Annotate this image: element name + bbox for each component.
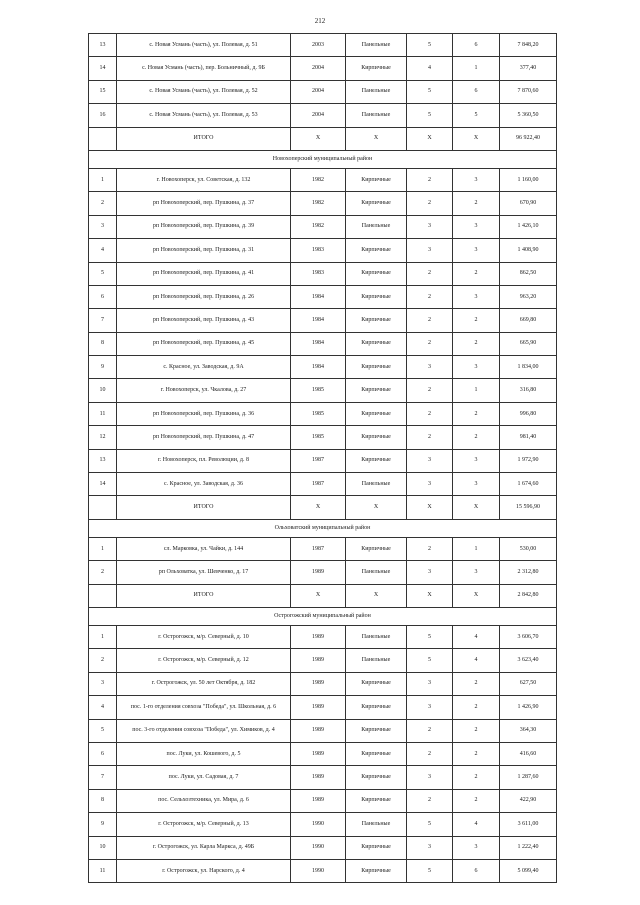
wall-material-cell: Х [346, 127, 407, 150]
district-title: Острогожский муниципальный район [89, 607, 557, 625]
floors-cell: 5 [407, 625, 453, 648]
year-cell: 1990 [291, 859, 346, 882]
section-header-row [89, 519, 557, 537]
section-header-row [89, 150, 557, 168]
row-number-cell: 11 [89, 859, 117, 882]
entrances-cell: 3 [453, 473, 500, 496]
wall-material-cell: Панельные [346, 80, 407, 103]
area-cell: 5 099,40 [500, 859, 557, 882]
table-row [89, 192, 557, 215]
address-cell: ИТОГО [117, 127, 291, 150]
floors-cell: 2 [407, 426, 453, 449]
address-cell: рп Новохоперский, пер. Пушкина, д. 47 [117, 426, 291, 449]
year-cell: 1989 [291, 649, 346, 672]
address-cell: г. Острогожск, м/р. Северный, д. 13 [117, 813, 291, 836]
row-number-cell: 5 [89, 262, 117, 285]
address-cell: с. Новая Усмань (часть), пер. Больничный, д. 9Б [117, 57, 291, 80]
floors-cell: 3 [407, 356, 453, 379]
address-cell: с. Красное, ул. Заводская, д. 9А [117, 356, 291, 379]
entrances-cell: 3 [453, 356, 500, 379]
table-row [89, 449, 557, 472]
year-cell: 1984 [291, 309, 346, 332]
address-cell: с. Красное, ул. Заводская, д. 36 [117, 473, 291, 496]
area-cell: 3 606,70 [500, 625, 557, 648]
district-title: Новохоперский муниципальный район [89, 150, 557, 168]
wall-material-cell: Кирпичные [346, 192, 407, 215]
floors-cell: Х [407, 496, 453, 519]
area-cell: 996,80 [500, 402, 557, 425]
year-cell: 1990 [291, 836, 346, 859]
wall-material-cell: Кирпичные [346, 356, 407, 379]
address-cell: с. Новая Усмань (часть), ул. Полевая, д. 52 [117, 80, 291, 103]
table-row [89, 402, 557, 425]
address-cell: с. Новая Усмань (часть), ул. Полевая, д. 53 [117, 104, 291, 127]
area-cell: 1 160,00 [500, 168, 557, 191]
year-cell: 1987 [291, 449, 346, 472]
address-cell: пос. 3-го отделения совхоза "Победа", ул. Химиков, д. 4 [117, 719, 291, 742]
year-cell: 2004 [291, 57, 346, 80]
year-cell: 1989 [291, 625, 346, 648]
year-cell: 1985 [291, 402, 346, 425]
wall-material-cell: Х [346, 584, 407, 607]
wall-material-cell: Панельные [346, 104, 407, 127]
wall-material-cell: Кирпичные [346, 379, 407, 402]
floors-cell: 2 [407, 285, 453, 308]
wall-material-cell: Кирпичные [346, 168, 407, 191]
year-cell: 1987 [291, 473, 346, 496]
area-cell: 15 596,90 [500, 496, 557, 519]
table-row [89, 104, 557, 127]
table-row [89, 239, 557, 262]
wall-material-cell: Кирпичные [346, 696, 407, 719]
address-cell: г. Новохоперск, ул. Чкалова, д. 27 [117, 379, 291, 402]
wall-material-cell: Х [346, 496, 407, 519]
entrances-cell: 3 [453, 449, 500, 472]
year-cell: 1983 [291, 239, 346, 262]
area-cell: 377,40 [500, 57, 557, 80]
wall-material-cell: Кирпичные [346, 426, 407, 449]
area-cell: 3 611,00 [500, 813, 557, 836]
entrances-cell: 2 [453, 719, 500, 742]
area-cell: 669,80 [500, 309, 557, 332]
year-cell: 1989 [291, 561, 346, 584]
area-cell: 665,90 [500, 332, 557, 355]
table-row [89, 789, 557, 812]
entrances-cell: 4 [453, 813, 500, 836]
area-cell: 364,30 [500, 719, 557, 742]
year-cell: 1989 [291, 719, 346, 742]
area-cell: 1 222,40 [500, 836, 557, 859]
entrances-cell: 1 [453, 379, 500, 402]
entrances-cell: 1 [453, 57, 500, 80]
year-cell: 1989 [291, 696, 346, 719]
area-cell: 530,00 [500, 537, 557, 560]
year-cell: 1987 [291, 537, 346, 560]
floors-cell: 5 [407, 34, 453, 57]
table-row [89, 426, 557, 449]
floors-cell: 3 [407, 239, 453, 262]
year-cell: 1985 [291, 379, 346, 402]
area-cell: 1 287,60 [500, 766, 557, 789]
wall-material-cell: Панельные [346, 625, 407, 648]
wall-material-cell: Панельные [346, 34, 407, 57]
floors-cell: 2 [407, 402, 453, 425]
entrances-cell: 4 [453, 649, 500, 672]
table-row [89, 836, 557, 859]
row-number-cell [89, 127, 117, 150]
year-cell: 2004 [291, 80, 346, 103]
housing-register-table [88, 33, 557, 883]
wall-material-cell: Кирпичные [346, 859, 407, 882]
address-cell: ИТОГО [117, 496, 291, 519]
table-row [89, 766, 557, 789]
area-cell: 963,20 [500, 285, 557, 308]
entrances-cell: 6 [453, 34, 500, 57]
area-cell: 981,40 [500, 426, 557, 449]
entrances-cell: 2 [453, 192, 500, 215]
row-number-cell: 2 [89, 649, 117, 672]
year-cell: 1982 [291, 192, 346, 215]
row-number-cell: 6 [89, 285, 117, 308]
entrances-cell: 2 [453, 332, 500, 355]
wall-material-cell: Кирпичные [346, 719, 407, 742]
row-number-cell: 4 [89, 239, 117, 262]
wall-material-cell: Кирпичные [346, 766, 407, 789]
year-cell: Х [291, 584, 346, 607]
area-cell: 1 972,90 [500, 449, 557, 472]
row-number-cell: 6 [89, 742, 117, 765]
wall-material-cell: Панельные [346, 215, 407, 238]
row-number-cell: 4 [89, 696, 117, 719]
address-cell: рп Новохоперский, пер. Пушкина, д. 45 [117, 332, 291, 355]
area-cell: 96 922,40 [500, 127, 557, 150]
table-row [89, 719, 557, 742]
floors-cell: 5 [407, 813, 453, 836]
area-cell: 1 426,10 [500, 215, 557, 238]
wall-material-cell: Кирпичные [346, 309, 407, 332]
wall-material-cell: Кирпичные [346, 285, 407, 308]
wall-material-cell: Кирпичные [346, 239, 407, 262]
entrances-cell: 5 [453, 104, 500, 127]
area-cell: 7 870,60 [500, 80, 557, 103]
row-number-cell [89, 496, 117, 519]
row-number-cell: 1 [89, 625, 117, 648]
row-number-cell: 9 [89, 813, 117, 836]
row-number-cell: 16 [89, 104, 117, 127]
entrances-cell: 3 [453, 836, 500, 859]
address-cell: пос. Луки, ул. Садовая, д. 7 [117, 766, 291, 789]
address-cell: г. Острогожск, м/р. Северный, д. 12 [117, 649, 291, 672]
area-cell: 422,90 [500, 789, 557, 812]
section-header-row [89, 607, 557, 625]
entrances-cell: 2 [453, 402, 500, 425]
entrances-cell: 2 [453, 766, 500, 789]
floors-cell: 5 [407, 104, 453, 127]
row-number-cell: 3 [89, 672, 117, 695]
address-cell: рп Новохоперский, пер. Пушкина, д. 43 [117, 309, 291, 332]
row-number-cell: 10 [89, 379, 117, 402]
table-row [89, 168, 557, 191]
area-cell: 1 674,60 [500, 473, 557, 496]
floors-cell: 5 [407, 859, 453, 882]
row-number-cell: 2 [89, 192, 117, 215]
table-row [89, 332, 557, 355]
row-number-cell: 7 [89, 766, 117, 789]
floors-cell: Х [407, 584, 453, 607]
row-number-cell: 14 [89, 57, 117, 80]
row-number-cell: 12 [89, 426, 117, 449]
year-cell: 1982 [291, 215, 346, 238]
wall-material-cell: Кирпичные [346, 742, 407, 765]
row-number-cell: 2 [89, 561, 117, 584]
table-row [89, 561, 557, 584]
floors-cell: 3 [407, 473, 453, 496]
table-row [89, 473, 557, 496]
table-row [89, 379, 557, 402]
area-cell: 2 312,80 [500, 561, 557, 584]
wall-material-cell: Кирпичные [346, 672, 407, 695]
year-cell: 2003 [291, 34, 346, 57]
row-number-cell: 1 [89, 537, 117, 560]
year-cell: 2004 [291, 104, 346, 127]
entrances-cell: 2 [453, 309, 500, 332]
table-row [89, 80, 557, 103]
row-number-cell: 8 [89, 789, 117, 812]
entrances-cell: 3 [453, 561, 500, 584]
area-cell: 7 848,20 [500, 34, 557, 57]
floors-cell: 4 [407, 57, 453, 80]
floors-cell: 3 [407, 766, 453, 789]
table-row [89, 696, 557, 719]
wall-material-cell: Панельные [346, 473, 407, 496]
year-cell: 1982 [291, 168, 346, 191]
total-row [89, 584, 557, 607]
table-row [89, 57, 557, 80]
table-row [89, 285, 557, 308]
address-cell: пос. Сельхозтехника, ул. Мира, д. 6 [117, 789, 291, 812]
floors-cell: 2 [407, 309, 453, 332]
row-number-cell: 3 [89, 215, 117, 238]
row-number-cell [89, 584, 117, 607]
area-cell: 627,50 [500, 672, 557, 695]
entrances-cell: 2 [453, 426, 500, 449]
floors-cell: 2 [407, 742, 453, 765]
area-cell: 1 426,90 [500, 696, 557, 719]
wall-material-cell: Кирпичные [346, 57, 407, 80]
row-number-cell: 10 [89, 836, 117, 859]
wall-material-cell: Кирпичные [346, 262, 407, 285]
address-cell: г. Острогожск, ул. Нарского, д. 4 [117, 859, 291, 882]
address-cell: ИТОГО [117, 584, 291, 607]
address-cell: рп Ольховатка, ул. Шевченко, д. 17 [117, 561, 291, 584]
area-cell: 1 834,00 [500, 356, 557, 379]
year-cell: 1989 [291, 789, 346, 812]
area-cell: 1 408,90 [500, 239, 557, 262]
entrances-cell: 3 [453, 239, 500, 262]
page-number: 212 [314, 17, 326, 25]
table-row [89, 215, 557, 238]
year-cell: 1989 [291, 742, 346, 765]
row-number-cell: 5 [89, 719, 117, 742]
address-cell: пос. Луки, ул. Кошевого, д. 5 [117, 742, 291, 765]
address-cell: рп Новохоперский, пер. Пушкина, д. 37 [117, 192, 291, 215]
table-row [89, 34, 557, 57]
entrances-cell: 1 [453, 537, 500, 560]
area-cell: 670,90 [500, 192, 557, 215]
row-number-cell: 15 [89, 80, 117, 103]
table-row [89, 813, 557, 836]
wall-material-cell: Кирпичные [346, 332, 407, 355]
address-cell: рп Новохоперский, пер. Пушкина, д. 26 [117, 285, 291, 308]
entrances-cell: 6 [453, 859, 500, 882]
wall-material-cell: Кирпичные [346, 836, 407, 859]
year-cell: 1989 [291, 766, 346, 789]
year-cell: 1984 [291, 356, 346, 379]
address-cell: г. Острогожск, м/р. Северный, д. 10 [117, 625, 291, 648]
floors-cell: 2 [407, 537, 453, 560]
wall-material-cell: Панельные [346, 649, 407, 672]
address-cell: г. Новохоперск, ул. Советская, д. 132 [117, 168, 291, 191]
address-cell: рп Новохоперский, пер. Пушкина, д. 31 [117, 239, 291, 262]
table-body [89, 34, 557, 883]
table-row [89, 537, 557, 560]
address-cell: рп Новохоперский, пер. Пушкина, д. 41 [117, 262, 291, 285]
area-cell: 862,50 [500, 262, 557, 285]
entrances-cell: Х [453, 584, 500, 607]
wall-material-cell: Кирпичные [346, 449, 407, 472]
table-row [89, 742, 557, 765]
row-number-cell: 14 [89, 473, 117, 496]
entrances-cell: 2 [453, 696, 500, 719]
table-row [89, 859, 557, 882]
floors-cell: 3 [407, 449, 453, 472]
floors-cell: 5 [407, 649, 453, 672]
area-cell: 2 842,80 [500, 584, 557, 607]
row-number-cell: 7 [89, 309, 117, 332]
table-row [89, 309, 557, 332]
wall-material-cell: Кирпичные [346, 537, 407, 560]
entrances-cell: 3 [453, 285, 500, 308]
district-title: Ольховатский муниципальный район [89, 519, 557, 537]
year-cell: 1985 [291, 426, 346, 449]
row-number-cell: 8 [89, 332, 117, 355]
floors-cell: 2 [407, 192, 453, 215]
wall-material-cell: Кирпичные [346, 789, 407, 812]
entrances-cell: 3 [453, 215, 500, 238]
wall-material-cell: Панельные [346, 813, 407, 836]
floors-cell: Х [407, 127, 453, 150]
address-cell: с. Новая Усмань (часть), ул. Полевая, д. 51 [117, 34, 291, 57]
address-cell: сл. Марковка, ул. Чайки, д. 144 [117, 537, 291, 560]
address-cell: г. Острогожск, ул. 50 лет Октября, д. 182 [117, 672, 291, 695]
area-cell: 316,80 [500, 379, 557, 402]
entrances-cell: 2 [453, 672, 500, 695]
row-number-cell: 9 [89, 356, 117, 379]
year-cell: 1984 [291, 285, 346, 308]
entrances-cell: 6 [453, 80, 500, 103]
floors-cell: 3 [407, 672, 453, 695]
table-row [89, 356, 557, 379]
year-cell: Х [291, 127, 346, 150]
floors-cell: 2 [407, 379, 453, 402]
year-cell: 1990 [291, 813, 346, 836]
row-number-cell: 11 [89, 402, 117, 425]
floors-cell: 5 [407, 80, 453, 103]
floors-cell: 2 [407, 332, 453, 355]
year-cell: 1989 [291, 672, 346, 695]
area-cell: 5 360,50 [500, 104, 557, 127]
entrances-cell: 2 [453, 742, 500, 765]
entrances-cell: 3 [453, 168, 500, 191]
floors-cell: 3 [407, 836, 453, 859]
year-cell: 1984 [291, 332, 346, 355]
table-row [89, 649, 557, 672]
row-number-cell: 13 [89, 449, 117, 472]
entrances-cell: 2 [453, 789, 500, 812]
total-row [89, 496, 557, 519]
area-cell: 3 623,40 [500, 649, 557, 672]
table-row [89, 262, 557, 285]
floors-cell: 2 [407, 262, 453, 285]
entrances-cell: 4 [453, 625, 500, 648]
floors-cell: 2 [407, 789, 453, 812]
address-cell: рп Новохоперский, пер. Пушкина, д. 36 [117, 402, 291, 425]
address-cell: пос. 1-го отделения совхоза "Победа", ул. Школьная, д. 6 [117, 696, 291, 719]
year-cell: Х [291, 496, 346, 519]
row-number-cell: 1 [89, 168, 117, 191]
entrances-cell: Х [453, 127, 500, 150]
address-cell: рп Новохоперский, пер. Пушкина, д. 39 [117, 215, 291, 238]
floors-cell: 3 [407, 215, 453, 238]
wall-material-cell: Панельные [346, 561, 407, 584]
total-row [89, 127, 557, 150]
entrances-cell: 2 [453, 262, 500, 285]
floors-cell: 3 [407, 561, 453, 584]
floors-cell: 3 [407, 696, 453, 719]
area-cell: 416,60 [500, 742, 557, 765]
year-cell: 1983 [291, 262, 346, 285]
address-cell: г. Острогожск, ул. Карла Маркса, д. 49Б [117, 836, 291, 859]
table-row [89, 625, 557, 648]
table-row [89, 672, 557, 695]
address-cell: г. Новохоперск, пл. Революции, д. 8 [117, 449, 291, 472]
row-number-cell: 13 [89, 34, 117, 57]
wall-material-cell: Кирпичные [346, 402, 407, 425]
entrances-cell: Х [453, 496, 500, 519]
floors-cell: 2 [407, 719, 453, 742]
floors-cell: 2 [407, 168, 453, 191]
